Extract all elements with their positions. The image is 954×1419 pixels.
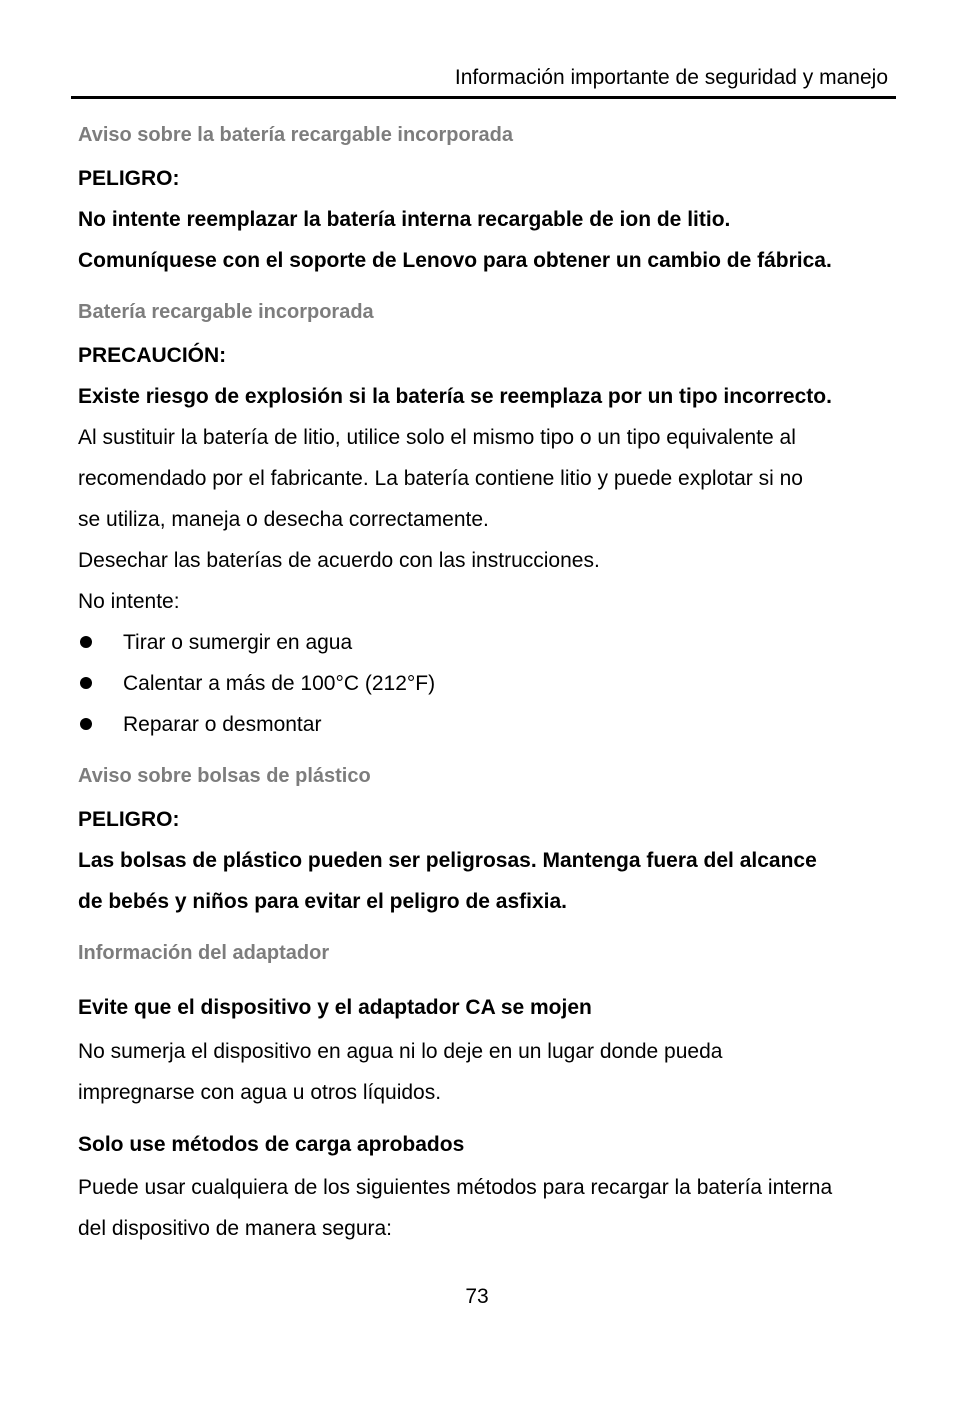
paragraph-line: No intente: [78, 590, 180, 613]
list-item-text: Calentar a más de 100°C (212°F) [123, 672, 436, 695]
section-heading-built-in-battery: Batería recargable incorporada [78, 301, 374, 323]
paragraph-line: Al sustituir la batería de litio, utilice solo el mismo tipo o un tipo equivalente al [78, 426, 796, 449]
page-number: 73 [465, 1285, 489, 1308]
paragraph-line: Desechar las baterías de acuerdo con las instrucciones. [78, 549, 600, 572]
caution-warning: Existe riesgo de explosión si la batería se reemplaza por un tipo incorrecto. [78, 385, 832, 408]
header-rule [71, 96, 896, 99]
paragraph-line: recomendado por el fabricante. La batería contiene litio y puede explotar si no [78, 467, 803, 490]
list-item-text: Tirar o sumergir en agua [123, 631, 353, 654]
danger-label: PELIGRO: [78, 167, 180, 190]
paragraph-line: se utiliza, maneja o desecha correctamente. [78, 508, 489, 531]
paragraph-line: Puede usar cualquiera de los siguientes métodos para recargar la batería interna [78, 1176, 833, 1199]
subheading: Solo use métodos de carga aprobados [78, 1133, 465, 1156]
paragraph-line: del dispositivo de manera segura: [78, 1217, 393, 1240]
list-item-text: Reparar o desmontar [123, 713, 322, 736]
danger-text-line: Comuníquese con el soporte de Lenovo para obtener un cambio de fábrica. [78, 249, 832, 272]
section-heading-plastic-bags: Aviso sobre bolsas de plástico [78, 765, 371, 787]
caution-label: PRECAUCIÓN: [78, 344, 227, 367]
subheading: Evite que el dispositivo y el adaptador CA se mojen [78, 996, 592, 1019]
danger-text-line: de bebés y niños para evitar el peligro de asfixia. [78, 890, 568, 913]
paragraph-line: No sumerja el dispositivo en agua ni lo deje en un lugar donde pueda [78, 1040, 723, 1063]
danger-text-line: Las bolsas de plástico pueden ser peligrosas. Mantenga fuera del alcance [78, 849, 817, 872]
danger-label: PELIGRO: [78, 808, 180, 831]
section-heading-adapter: Información del adaptador [78, 942, 330, 964]
paragraph-line: impregnarse con agua u otros líquidos. [78, 1081, 442, 1104]
danger-text-line: No intente reemplazar la batería interna recargable de ion de litio. [78, 208, 731, 231]
bullet-dot-icon [80, 636, 92, 648]
header-title: Información importante de seguridad y manejo [454, 66, 888, 89]
bullet-dot-icon [80, 677, 92, 689]
bullet-dot-icon [80, 718, 92, 730]
section-heading-battery-notice: Aviso sobre la batería recargable incorporada [78, 124, 513, 146]
